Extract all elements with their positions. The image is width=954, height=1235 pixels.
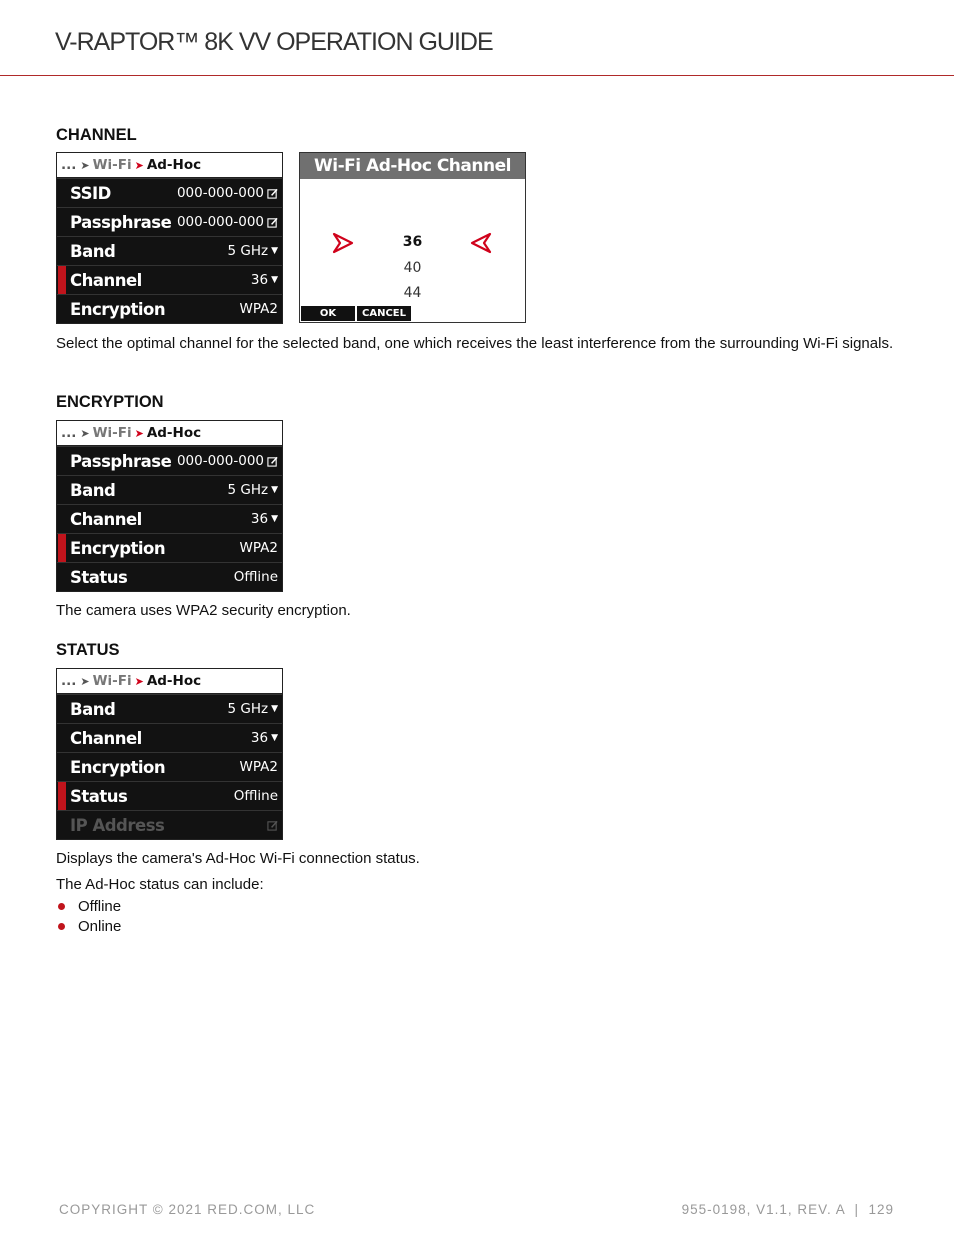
menu-item-channel[interactable] <box>57 265 282 294</box>
channel-option[interactable]: 40 <box>403 260 422 276</box>
breadcrumb-dots[interactable]: ... <box>61 425 77 441</box>
menu-item-label: Encryption <box>70 757 166 777</box>
breadcrumb-current: Ad-Hoc <box>146 673 202 689</box>
menu-item-band[interactable] <box>57 475 282 504</box>
menu-item-value: WPA2 <box>239 759 278 775</box>
menu-item-label: IP Address <box>70 815 165 835</box>
channel-option[interactable]: 44 <box>403 285 422 301</box>
menu-item-value: 000-000-000 <box>176 185 264 201</box>
breadcrumb-wifi[interactable]: Wi-Fi <box>92 425 132 441</box>
menu-item-label: SSID <box>70 183 111 203</box>
menu-item-value: Offline <box>233 788 278 804</box>
channel-description: Select the optimal channel for the selected band, one which receives the least interference from the surrounding Wi-Fi signals. <box>56 335 894 352</box>
encryption-menu-panel <box>56 420 283 592</box>
chevron-right-icon: ➤ <box>80 426 90 440</box>
menu-item-label: Passphrase <box>70 451 172 471</box>
menu-item-label: Channel <box>70 728 142 748</box>
menu-item-value: 5 GHz <box>227 482 269 498</box>
edit-icon[interactable] <box>267 188 278 199</box>
menu-item-encryption[interactable] <box>57 752 282 781</box>
chevron-right-icon: ➤ <box>134 426 144 440</box>
menu-item-label: Band <box>70 699 116 719</box>
menu-item-passphrase[interactable] <box>57 446 282 475</box>
menu-item-value: 000-000-000 <box>176 453 264 469</box>
menu-item-value: 5 GHz <box>227 243 269 259</box>
breadcrumb-dots[interactable]: ... <box>61 157 77 173</box>
menu-item-band[interactable] <box>57 236 282 265</box>
menu-item-value: 000-000-000 <box>176 214 264 230</box>
status-list <box>58 897 121 936</box>
chevron-right-icon: ➤ <box>134 674 144 688</box>
menu-item-value: 5 GHz <box>227 701 269 717</box>
breadcrumb <box>57 421 282 446</box>
breadcrumb-dots[interactable]: ... <box>61 673 77 689</box>
chevron-down-icon[interactable]: ▼ <box>271 246 278 256</box>
menu-item-encryption[interactable] <box>57 294 282 323</box>
header-divider <box>0 75 954 76</box>
breadcrumb-wifi[interactable]: Wi-Fi <box>92 157 132 173</box>
status-list-intro: The Ad-Hoc status can include: <box>56 876 264 893</box>
chevron-down-icon[interactable]: ▼ <box>271 275 278 285</box>
cancel-button[interactable]: CANCEL <box>357 306 411 321</box>
ok-button[interactable]: OK <box>301 306 355 321</box>
breadcrumb-wifi[interactable]: Wi-Fi <box>92 673 132 689</box>
menu-item-value: 36 <box>250 272 269 288</box>
channel-menu-panel <box>56 152 283 324</box>
menu-item-value: Offline <box>233 569 278 585</box>
chevron-right-icon: ➤ <box>80 158 90 172</box>
menu-item-label: Channel <box>70 509 142 529</box>
chevron-right-icon: ➤ <box>80 674 90 688</box>
edit-icon[interactable] <box>267 217 278 228</box>
edit-icon <box>267 820 278 831</box>
menu-item-label: Band <box>70 241 116 261</box>
bullet-icon <box>58 903 65 910</box>
picker-title: Wi-Fi Ad-Hoc Channel <box>300 153 525 179</box>
menu-item-channel[interactable] <box>57 504 282 533</box>
chevron-down-icon[interactable]: ▼ <box>271 704 278 714</box>
chevron-down-icon[interactable]: ▼ <box>271 733 278 743</box>
menu-item-encryption[interactable] <box>57 533 282 562</box>
menu-item-value: WPA2 <box>239 540 278 556</box>
menu-item-value: 36 <box>250 511 269 527</box>
status-menu-panel <box>56 668 283 840</box>
menu-item-label: Encryption <box>70 538 166 558</box>
menu-item-label: Status <box>70 567 128 587</box>
channel-picker-dialog <box>299 152 526 323</box>
menu-item-status[interactable] <box>57 781 282 810</box>
list-item: Online <box>58 917 121 937</box>
menu-item-value: 36 <box>250 730 269 746</box>
breadcrumb <box>57 153 282 178</box>
footer-doc-ref: 955-0198, V1.1, REV. A | 129 <box>681 1202 894 1217</box>
status-description: Displays the camera's Ad-Hoc Wi-Fi connection status. <box>56 850 420 867</box>
breadcrumb-current: Ad-Hoc <box>146 425 202 441</box>
menu-item-label: Channel <box>70 270 142 290</box>
menu-item-label: Band <box>70 480 116 500</box>
menu-item-passphrase[interactable] <box>57 207 282 236</box>
encryption-description: The camera uses WPA2 security encryption. <box>56 602 351 619</box>
menu-item-label: Passphrase <box>70 212 172 232</box>
menu-item-ip-address <box>57 810 282 839</box>
list-item: Offline <box>58 897 121 917</box>
bullet-icon <box>58 923 65 930</box>
footer-copyright: COPYRIGHT © 2021 RED.COM, LLC <box>59 1202 316 1217</box>
menu-item-band[interactable] <box>57 694 282 723</box>
chevron-down-icon[interactable]: ▼ <box>271 514 278 524</box>
section-title-channel: CHANNEL <box>56 126 137 144</box>
menu-item-value: WPA2 <box>239 301 278 317</box>
chevron-down-icon[interactable]: ▼ <box>271 485 278 495</box>
chevron-right-icon: ➤ <box>134 158 144 172</box>
menu-item-status[interactable] <box>57 562 282 591</box>
menu-item-label: Status <box>70 786 128 806</box>
menu-item-ssid[interactable] <box>57 178 282 207</box>
section-title-encryption: ENCRYPTION <box>56 393 164 411</box>
menu-item-channel[interactable] <box>57 723 282 752</box>
menu-item-label: Encryption <box>70 299 166 319</box>
breadcrumb <box>57 669 282 694</box>
page-header-title: V-RAPTOR™ 8K VV OPERATION GUIDE <box>55 28 493 56</box>
section-title-status: STATUS <box>56 641 120 659</box>
edit-icon[interactable] <box>267 456 278 467</box>
channel-option[interactable]: 36 <box>402 234 423 250</box>
breadcrumb-current: Ad-Hoc <box>146 157 202 173</box>
